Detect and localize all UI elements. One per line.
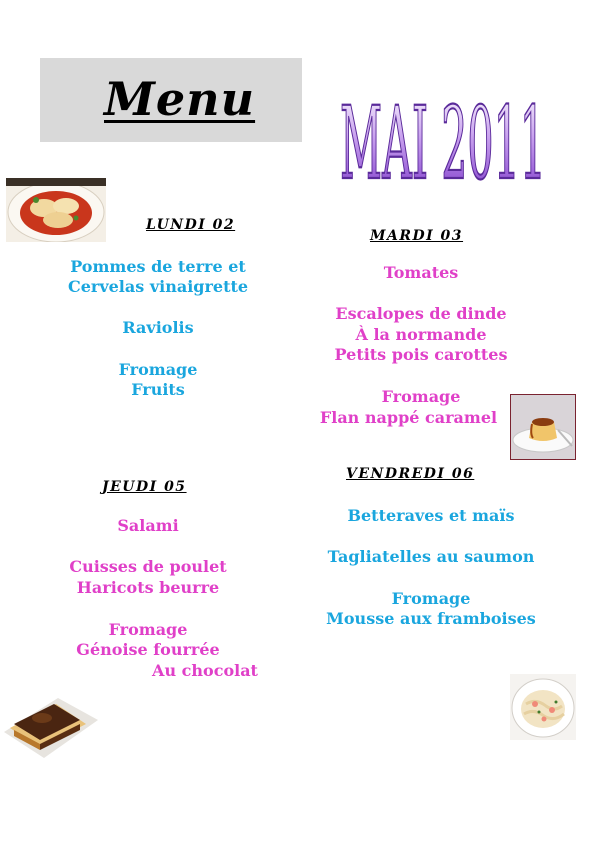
- ravioli-dish-photo: [6, 178, 106, 242]
- day-heading-lundi: LUNDI 02: [146, 217, 236, 233]
- dish-item: Fromage: [381, 387, 461, 406]
- dish-item: Salami: [117, 516, 179, 535]
- dish-item: Fromage: [108, 620, 188, 639]
- dish-item: Tagliatelles au saumon: [327, 547, 535, 566]
- dish-item: Fromage: [118, 360, 198, 379]
- dish-item: Escalopes de dinde: [335, 304, 507, 323]
- dish-item: Tomates: [383, 263, 459, 282]
- dish-item: Cervelas vinaigrette: [67, 277, 249, 296]
- dish-item: Mousse aux framboises: [326, 609, 536, 628]
- dish-item: Fruits: [131, 380, 185, 399]
- dish-item: Haricots beurre: [76, 578, 220, 597]
- dish-item: Au chocolat: [152, 661, 258, 680]
- dish-item: À la normande: [355, 325, 487, 344]
- day-heading-mardi: MARDI 03: [370, 228, 464, 244]
- day-heading-jeudi: JEUDI 05: [102, 479, 187, 495]
- month-title: [336, 78, 550, 206]
- menu-title: Menu: [104, 72, 256, 126]
- dish-item: Fromage: [391, 589, 471, 608]
- dish-item: Raviolis: [122, 318, 194, 337]
- dish-item: Flan nappé caramel: [319, 408, 498, 427]
- dish-item: Betteraves et maïs: [347, 506, 515, 525]
- dish-item: Génoise fourrée: [76, 640, 220, 659]
- month-title-text: MAI 2011: [340, 84, 546, 202]
- day-heading-vendredi: VENDREDI 06: [346, 466, 475, 482]
- dish-item: Cuisses de poulet: [69, 557, 227, 576]
- dish-item: Pommes de terre et: [70, 257, 246, 276]
- dish-item: Petits pois carottes: [334, 345, 508, 364]
- salmon-tagliatelle-photo: [510, 674, 576, 740]
- chocolate-sponge-cake-photo: [0, 680, 100, 764]
